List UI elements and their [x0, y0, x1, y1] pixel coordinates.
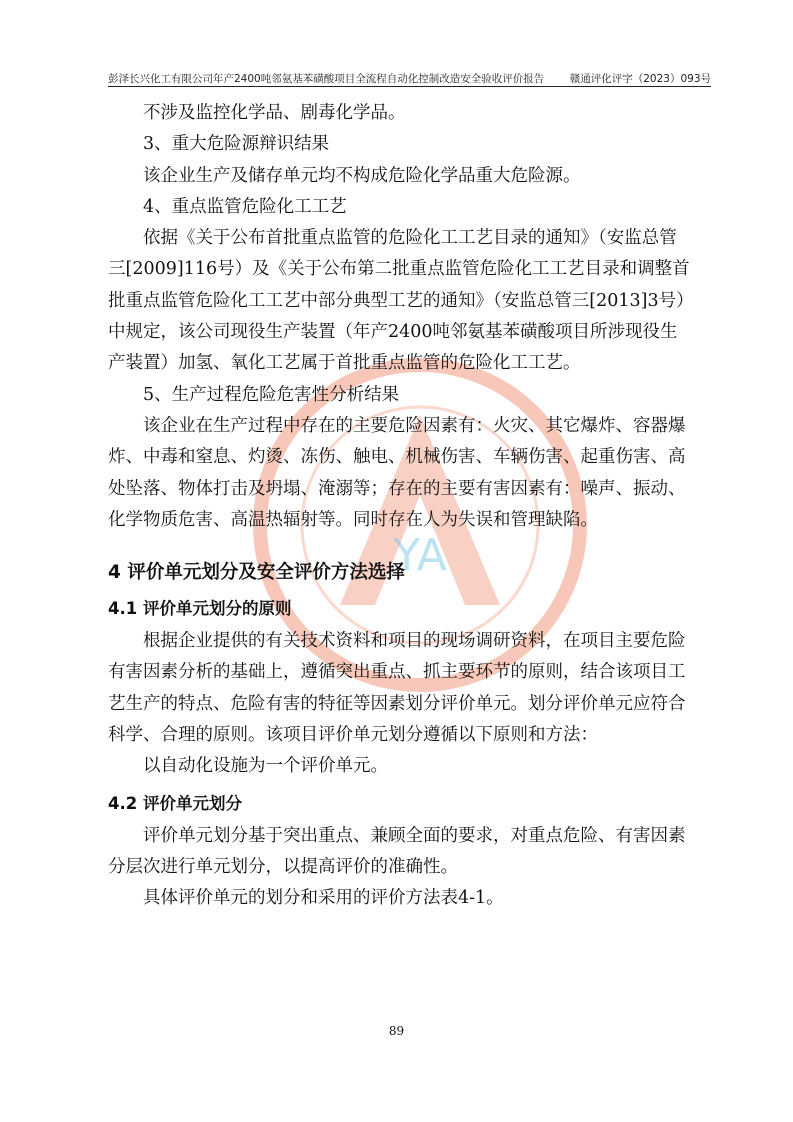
subsection-3-text: 该企业生产及储存单元均不构成危险化学品重大危险源。 [143, 165, 581, 186]
subsection-5-title: 5、生产过程危险危害性分析结果 [143, 384, 400, 405]
header-report-number: 赣通评化评字（2023）093号 [569, 73, 711, 85]
header-report-title: 彭泽长兴化工有限公司年产2400吨邻氨基苯磺酸项目全流程自动化控制改造安全验收评价报告 [108, 73, 545, 85]
subsection-4-line: 中规定，该公司现役生产装置（年产2400吨邻氨基苯磺酸项目所涉现役生 [108, 322, 678, 343]
subsection-5-line: 该企业在生产过程中存在的主要危险因素有：火灾、其它爆炸、容器爆 [143, 415, 686, 436]
subsection-4-line: 依据《关于公布首批重点监管的危险化工工艺目录的通知》（安监总管 [143, 228, 677, 249]
subsection-4-line: 批重点监管危险化工工艺中部分典型工艺的通知》（安监总管三[2013]3号） [108, 290, 694, 311]
subsection-4-line: 产装置）加氢、氧化工艺属于首批重点监管的危险化工工艺。 [108, 353, 581, 374]
section-4-1-line: 根据企业提供的有关技术资料和项目的现场调研资料，在项目主要危险 [143, 631, 686, 652]
section-4-1-line: 有害因素分析的基础上，遵循突出重点、抓主要环节的原则，结合该项目工 [108, 662, 686, 683]
subsection-5-line: 炸、中毒和窒息、灼烫、冻伤、触电、机械伤害、车辆伤害、起重伤害、高 [108, 447, 686, 468]
subsection-3-title: 3、重大危险源辩识结果 [143, 134, 330, 155]
svg-text:YA: YA [393, 530, 447, 581]
section-4-2-line: 评价单元划分基于突出重点、兼顾全面的要求，对重点危险、有害因素 [143, 825, 686, 846]
subsection-5-line: 处坠落、物体打击及坍塌、淹溺等；存在的主要有害因素有：噪声、振动、 [108, 478, 686, 499]
subsection-4-line: 三[2009]116号）及《关于公布第二批重点监管危险化工工艺目录和调整首 [108, 259, 690, 280]
section-4-2-last: 具体评价单元的划分和采用的评价方法表4-1。 [143, 888, 504, 909]
section-4-2-heading: 4.2 评价单元划分 [108, 793, 242, 813]
chapter-4-heading: 4 评价单元划分及安全评价方法选择 [108, 562, 405, 584]
section-4-1-heading: 4.1 评价单元划分的原则 [108, 599, 292, 619]
section-4-1-line: 科学、合理的原则。该项目评价单元划分遵循以下原则和方法： [108, 725, 598, 746]
subsection-5-line: 化学物质危害、高温热辐射等。同时存在人为失误和管理缺陷。 [108, 509, 598, 530]
section-4-1-line: 艺生产的特点、危险有害的特征等因素划分评价单元。划分评价单元应符合 [108, 693, 686, 714]
document-body [108, 98, 718, 915]
page-number: 89 [388, 1024, 405, 1038]
subsection-4-title: 4、重点监管危险化工工艺 [143, 196, 347, 217]
section-4-1-last: 以自动化设施为一个评价单元。 [143, 756, 388, 777]
running-header [108, 70, 711, 87]
paragraph-chemicals: 不涉及监控化学品、剧毒化学品。 [143, 103, 406, 123]
section-4-2-line: 分层次进行单元划分，以提高评价的准确性。 [108, 856, 458, 877]
